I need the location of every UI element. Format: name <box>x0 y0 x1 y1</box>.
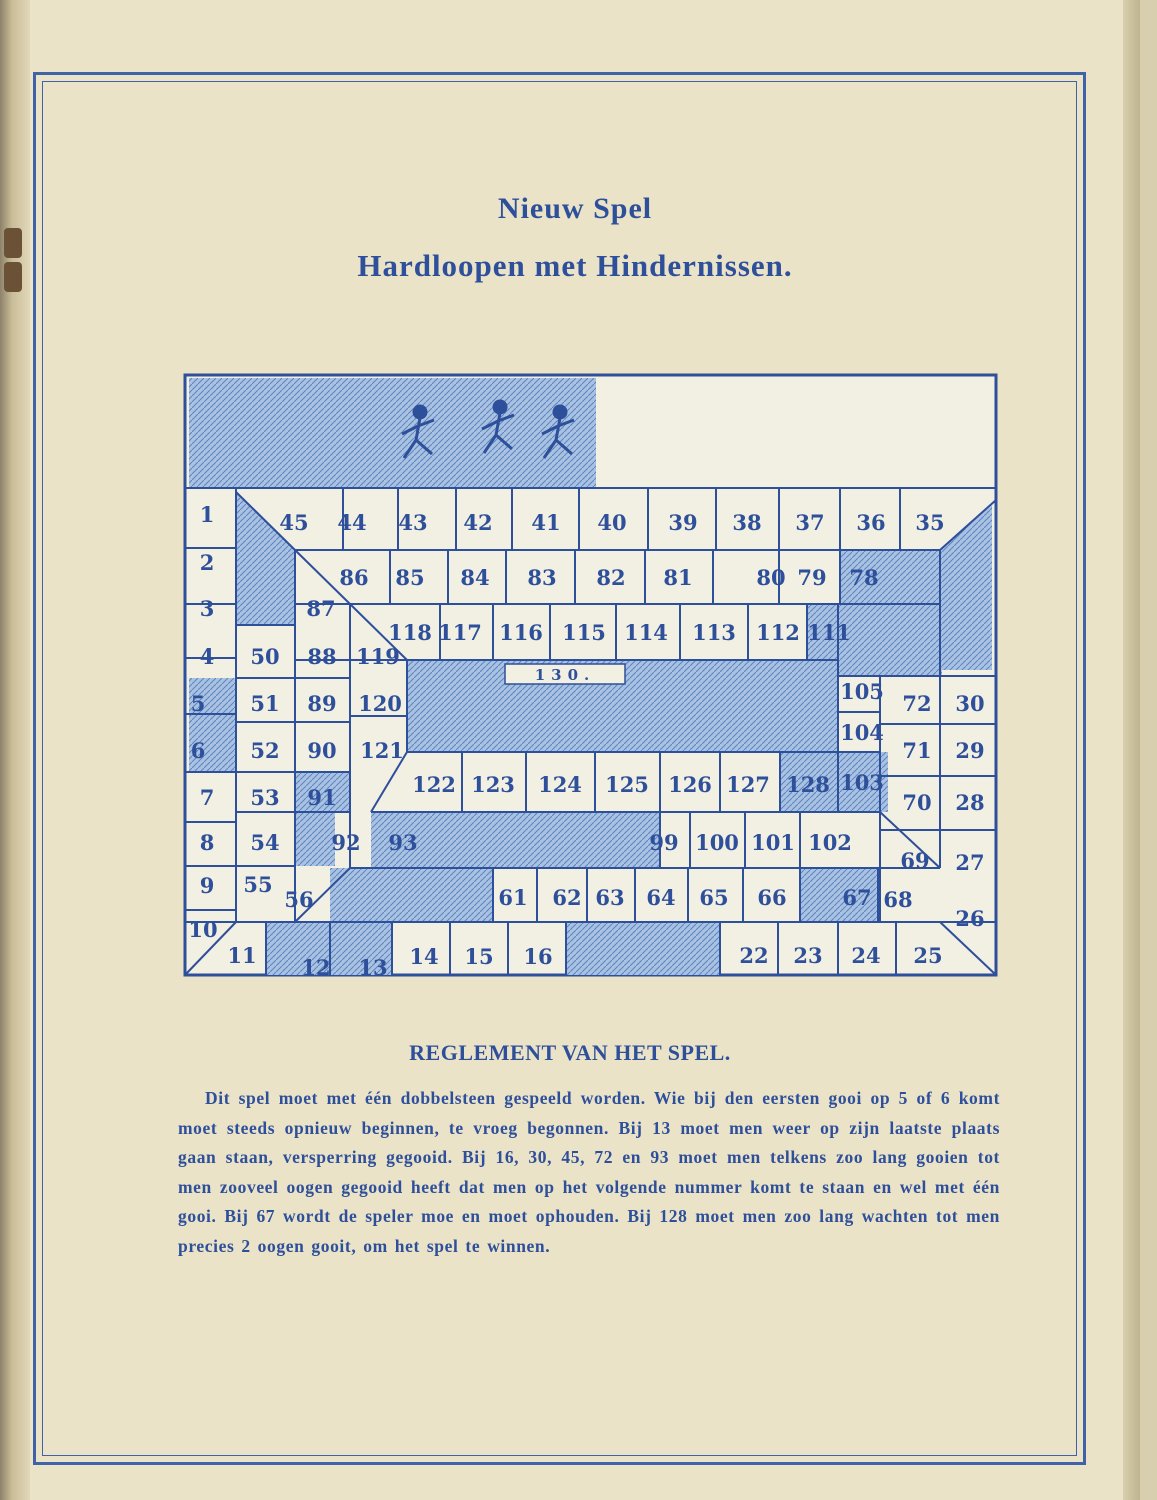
square-number-44: 44 <box>337 510 367 535</box>
square-number-35: 35 <box>915 510 945 535</box>
square-number-114: 114 <box>624 620 668 645</box>
square-number-28: 28 <box>955 790 985 815</box>
square-number-56: 56 <box>284 887 314 912</box>
square-number-37: 37 <box>795 510 825 535</box>
square-number-36: 36 <box>856 510 886 535</box>
square-number-102: 102 <box>808 830 852 855</box>
square-number-90: 90 <box>307 738 337 763</box>
square-number-13: 13 <box>358 955 388 980</box>
fall-picture-56 <box>330 868 493 922</box>
square-number-54: 54 <box>250 830 280 855</box>
square-number-55: 55 <box>243 872 273 897</box>
square-number-119: 119 <box>356 644 400 669</box>
square-number-82: 82 <box>596 565 626 590</box>
finish-label: 130. <box>534 666 596 684</box>
square-number-117: 117 <box>438 620 482 645</box>
square-number-26: 26 <box>955 906 985 931</box>
square-number-126: 126 <box>668 772 712 797</box>
square-number-113: 113 <box>692 620 736 645</box>
square-number-89: 89 <box>307 691 337 716</box>
square-number-88: 88 <box>307 644 337 669</box>
square-number-123: 123 <box>471 772 515 797</box>
square-number-7: 7 <box>199 785 215 810</box>
square-number-45: 45 <box>279 510 309 535</box>
square-number-8: 8 <box>199 830 215 855</box>
square-number-40: 40 <box>597 510 627 535</box>
square-number-70: 70 <box>902 790 932 815</box>
square-number-24: 24 <box>851 943 881 968</box>
square-number-22: 22 <box>739 943 769 968</box>
square-number-100: 100 <box>695 830 739 855</box>
square-number-65: 65 <box>699 885 729 910</box>
square-number-112: 112 <box>756 620 800 645</box>
square-number-67: 67 <box>842 885 872 910</box>
square-number-25: 25 <box>913 943 943 968</box>
square-number-42: 42 <box>463 510 493 535</box>
top-banner-picture <box>189 378 596 488</box>
square-number-29: 29 <box>955 738 985 763</box>
square-number-11: 11 <box>227 943 257 968</box>
game-title: Nieuw Spel <box>497 192 653 225</box>
square-number-69: 69 <box>900 848 930 873</box>
game-subtitle: Hardloopen met Hindernissen. <box>357 248 793 283</box>
square-number-121: 121 <box>360 738 404 763</box>
square-number-9: 9 <box>199 873 215 898</box>
square-number-118: 118 <box>388 620 432 645</box>
square-number-50: 50 <box>250 644 280 669</box>
square-number-81: 81 <box>663 565 693 590</box>
square-number-105: 105 <box>840 679 884 704</box>
square-number-3: 3 <box>199 596 215 621</box>
square-number-78: 78 <box>849 565 879 590</box>
square-number-101: 101 <box>751 830 795 855</box>
square-number-66: 66 <box>757 885 787 910</box>
square-number-92: 92 <box>331 830 361 855</box>
square-number-5: 5 <box>190 691 206 716</box>
square-number-85: 85 <box>395 565 425 590</box>
square-number-10: 10 <box>188 917 218 942</box>
square-number-23: 23 <box>793 943 823 968</box>
square-number-39: 39 <box>668 510 698 535</box>
square-number-122: 122 <box>412 772 456 797</box>
square-number-2: 2 <box>199 550 215 575</box>
square-number-30: 30 <box>955 691 985 716</box>
square-number-93: 93 <box>388 830 418 855</box>
square-number-87: 87 <box>306 596 336 621</box>
square-number-61: 61 <box>498 885 528 910</box>
square-number-115: 115 <box>562 620 606 645</box>
square-number-104: 104 <box>840 720 884 745</box>
square-number-6: 6 <box>190 738 206 763</box>
square-number-127: 127 <box>726 772 770 797</box>
square-number-63: 63 <box>595 885 625 910</box>
square-number-62: 62 <box>552 885 582 910</box>
square-number-15: 15 <box>464 944 494 969</box>
square-number-43: 43 <box>398 510 428 535</box>
square-number-51: 51 <box>250 691 280 716</box>
square-number-84: 84 <box>460 565 490 590</box>
square-number-91: 91 <box>307 785 337 810</box>
square-number-27: 27 <box>955 850 985 875</box>
square-number-71: 71 <box>902 738 932 763</box>
square-number-4: 4 <box>199 644 215 669</box>
square-number-99: 99 <box>649 830 679 855</box>
square-number-86: 86 <box>339 565 369 590</box>
square-number-111: 111 <box>807 620 851 645</box>
square-number-125: 125 <box>605 772 649 797</box>
square-number-41: 41 <box>531 510 561 535</box>
square-number-53: 53 <box>250 785 280 810</box>
rules-text: Dit spel moet met één dobbelsteen gespeeld worden. Wie bij den eersten gooi op 5 of 6 komt moet steeds opnieuw beginnen, te vroeg begonnen. Bij 13 moet men weer op zijn laatste plaats gaan staan, versperring gegooid. Bij 16, 30, 45, 72 en 93 moet men telkens zoo lang gooien tot men zooveel oogen gegooid heeft dat men op het volgende nummer komt te staan en wel met één gooi. Bij 67 wordt de speler moe en moet ophouden. Bij 128 moet men zoo lang wachten tot men precies 2 oogen gooit, om het spel te winnen. <box>178 1088 1000 1256</box>
square-number-128: 128 <box>786 772 830 797</box>
square-number-116: 116 <box>499 620 543 645</box>
square-number-79: 79 <box>797 565 827 590</box>
square-number-14: 14 <box>409 944 439 969</box>
square-number-80: 80 <box>756 565 786 590</box>
square-number-120: 120 <box>358 691 402 716</box>
water-picture <box>566 922 720 975</box>
square-number-72: 72 <box>902 691 932 716</box>
square-number-64: 64 <box>646 885 676 910</box>
square-number-52: 52 <box>250 738 280 763</box>
rules-heading: REGLEMENT VAN HET SPEL. <box>409 1040 731 1065</box>
goal-picture-92 <box>295 812 335 866</box>
square-number-68: 68 <box>883 887 913 912</box>
square-number-124: 124 <box>538 772 582 797</box>
square-number-83: 83 <box>527 565 557 590</box>
square-number-12: 12 <box>301 955 331 980</box>
square-number-1: 1 <box>199 502 215 527</box>
square-number-38: 38 <box>732 510 762 535</box>
square-number-103: 103 <box>840 770 884 795</box>
square-number-16: 16 <box>523 944 553 969</box>
